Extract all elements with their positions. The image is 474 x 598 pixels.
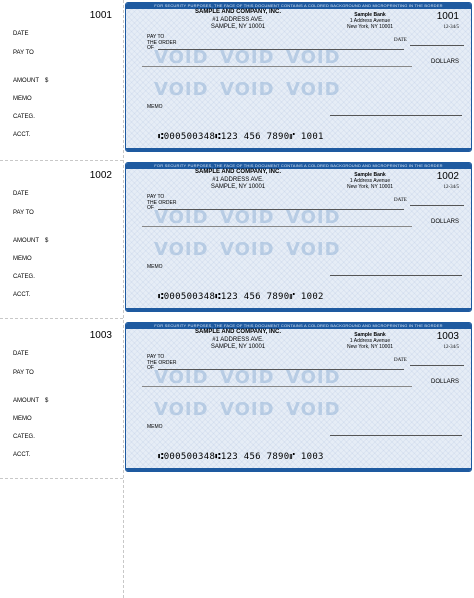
void-watermark: VOID xyxy=(220,367,275,388)
company-address-line1: #1 ADDRESS AVE. xyxy=(212,16,264,23)
perforation-vertical xyxy=(123,0,124,598)
stub-categ-label: CATEG. xyxy=(13,114,35,120)
void-watermark: VOID xyxy=(286,207,341,228)
void-watermark: VOID xyxy=(154,79,209,100)
void-watermark: VOID xyxy=(220,399,275,420)
bank-address-line1: 1 Address Avenue xyxy=(349,178,391,184)
check-number: 1003 xyxy=(436,331,459,342)
pay-to-line3: OF xyxy=(147,365,154,371)
stub-amount-label: AMOUNT xyxy=(13,78,39,84)
check xyxy=(125,162,472,312)
memo-label: MEMO xyxy=(147,264,163,270)
security-band: FOR SECURITY PURPOSES, THE FACE OF THIS DOCUMENT CONTAINS A COLORED BACKGROUND AND MICROPRINTING IN THE BORDER xyxy=(126,323,471,329)
void-watermark: VOID xyxy=(220,47,275,68)
stub-memo-label: MEMO xyxy=(13,96,32,102)
stub-dollar-sign: $ xyxy=(45,78,49,84)
check-date-label: DATE xyxy=(394,358,407,363)
stub-pay-to-label: PAY TO xyxy=(13,370,34,376)
void-watermark: VOID xyxy=(286,79,341,100)
pay-to-line1: PAY TO xyxy=(147,194,165,200)
void-watermark: VOID xyxy=(220,207,275,228)
check-number: 1002 xyxy=(436,171,459,182)
void-watermark: VOID xyxy=(154,239,209,260)
stub-acct-label: ACCT. xyxy=(13,132,31,138)
bank-name: Sample Bank xyxy=(354,172,386,178)
stub-categ-label: CATEG. xyxy=(13,274,35,280)
stub-date-label: DATE xyxy=(13,191,29,197)
stub-date-label: DATE xyxy=(13,351,29,357)
bank-block xyxy=(340,332,400,350)
void-watermark: VOID xyxy=(220,239,275,260)
void-watermark: VOID xyxy=(154,399,209,420)
dollars-label: DOLLARS xyxy=(430,219,459,225)
stub-check-number: 1002 xyxy=(89,170,112,181)
pay-to-line3: OF xyxy=(147,205,154,211)
stub-pay-to-label: PAY TO xyxy=(13,210,34,216)
date-line xyxy=(410,365,464,366)
void-watermark: VOID xyxy=(286,367,341,388)
bank-block xyxy=(340,12,400,30)
pay-to-line3: OF xyxy=(147,45,154,51)
bank-name: Sample Bank xyxy=(354,332,386,338)
company-name: SAMPLE AND COMPANY, INC. xyxy=(194,329,281,335)
stub-amount-label: AMOUNT xyxy=(13,398,39,404)
security-band: FOR SECURITY PURPOSES, THE FACE OF THIS DOCUMENT CONTAINS A COLORED BACKGROUND AND MICROPRINTING IN THE BORDER xyxy=(126,3,471,9)
bank-address-line1: 1 Address Avenue xyxy=(349,18,391,24)
company-block xyxy=(178,9,298,32)
micr-line: ⑆000500348⑆123 456 7890⑈ 1003 xyxy=(158,452,324,462)
security-band: FOR SECURITY PURPOSES, THE FACE OF THIS DOCUMENT CONTAINS A COLORED BACKGROUND AND MICROPRINTING IN THE BORDER xyxy=(126,163,471,169)
void-watermark: VOID xyxy=(154,47,209,68)
stub-pay-to-label: PAY TO xyxy=(13,50,34,56)
dollars-label: DOLLARS xyxy=(430,59,459,65)
stub-amount-label: AMOUNT xyxy=(13,238,39,244)
bank-address-line1: 1 Address Avenue xyxy=(349,338,391,344)
bank-address-line2: New York, NY 10001 xyxy=(346,24,394,30)
company-name: SAMPLE AND COMPANY, INC. xyxy=(194,169,281,175)
stub-dollar-sign: $ xyxy=(45,238,49,244)
check-date-label: DATE xyxy=(394,198,407,203)
signature-line xyxy=(330,275,462,276)
signature-line xyxy=(330,115,462,116)
stub-categ-label: CATEG. xyxy=(13,434,35,440)
check-number: 1001 xyxy=(436,11,459,22)
void-watermark: VOID xyxy=(220,79,275,100)
void-watermark: VOID xyxy=(286,47,341,68)
check xyxy=(125,2,472,152)
check xyxy=(125,322,472,472)
pay-to-line2: THE ORDER xyxy=(147,39,177,46)
stub-memo-label: MEMO xyxy=(13,416,32,422)
company-block xyxy=(178,329,298,352)
bank-address-line2: New York, NY 10001 xyxy=(346,344,394,350)
void-watermark: VOID xyxy=(154,207,209,228)
bank-block xyxy=(340,172,400,190)
void-watermark: VOID xyxy=(286,399,341,420)
company-address-line1: #1 ADDRESS AVE. xyxy=(212,336,264,343)
pay-to-line1: PAY TO xyxy=(147,354,165,360)
date-line xyxy=(410,205,464,206)
check-stub xyxy=(0,320,122,480)
signature-line xyxy=(330,435,462,436)
stub-date-label: DATE xyxy=(13,31,29,37)
micr-line: ⑆000500348⑆123 456 7890⑈ 1001 xyxy=(158,132,324,142)
micr-line: ⑆000500348⑆123 456 7890⑈ 1002 xyxy=(158,292,324,302)
company-address-line2: SAMPLE, NY 10001 xyxy=(210,184,266,190)
dollars-label: DOLLARS xyxy=(430,379,459,385)
memo-label: MEMO xyxy=(147,104,163,110)
bank-name: Sample Bank xyxy=(354,12,386,18)
check-stub xyxy=(0,160,122,320)
company-name: SAMPLE AND COMPANY, INC. xyxy=(194,9,281,15)
routing-fraction: 12-34/5 xyxy=(443,25,459,30)
date-line xyxy=(410,45,464,46)
stub-check-number: 1003 xyxy=(89,330,112,341)
bank-address-line2: New York, NY 10001 xyxy=(346,184,394,190)
check-stub xyxy=(0,0,122,160)
stub-acct-label: ACCT. xyxy=(13,452,31,458)
stub-memo-label: MEMO xyxy=(13,256,32,262)
routing-fraction: 12-34/5 xyxy=(443,345,459,350)
bottom-border-band xyxy=(126,148,471,151)
void-watermark: VOID xyxy=(286,239,341,260)
bottom-border-band xyxy=(126,468,471,471)
bottom-border-band xyxy=(126,308,471,311)
stub-acct-label: ACCT. xyxy=(13,292,31,298)
pay-to-line1: PAY TO xyxy=(147,34,165,40)
check-date-label: DATE xyxy=(394,38,407,43)
company-address-line1: #1 ADDRESS AVE. xyxy=(212,176,264,183)
pay-to-line2: THE ORDER xyxy=(147,359,177,366)
routing-fraction: 12-34/5 xyxy=(443,185,459,190)
memo-label: MEMO xyxy=(147,424,163,430)
stub-dollar-sign: $ xyxy=(45,398,49,404)
void-watermark: VOID xyxy=(154,367,209,388)
stub-check-number: 1001 xyxy=(89,10,112,21)
company-block xyxy=(178,169,298,192)
company-address-line2: SAMPLE, NY 10001 xyxy=(210,344,266,350)
pay-to-line2: THE ORDER xyxy=(147,199,177,206)
company-address-line2: SAMPLE, NY 10001 xyxy=(210,24,266,30)
